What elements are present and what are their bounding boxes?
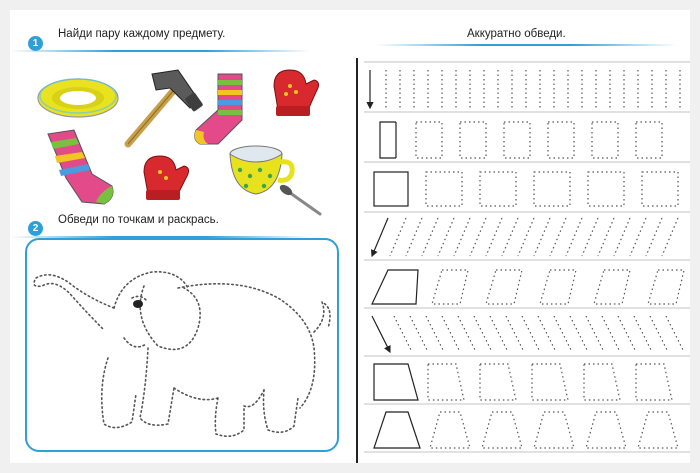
task-2-heading: Обведи по точкам и раскрась. [58, 214, 219, 226]
sock-icon [42, 128, 116, 208]
mitten-icon [138, 150, 194, 204]
worksheet-page [10, 10, 690, 463]
task-1-number-badge: 1 [28, 36, 43, 51]
mitten-icon [264, 62, 324, 120]
elephant-outline [28, 248, 334, 446]
plate-icon [36, 74, 124, 120]
right-title-rule [376, 44, 676, 46]
right-heading: Аккуратно обведи. [467, 28, 566, 40]
page-divider [356, 58, 358, 463]
task-2-number-badge: 2 [28, 221, 43, 236]
nail-icon [278, 180, 324, 220]
task-1-rule [10, 50, 310, 52]
task-1-heading: Найди пару каждому предмету. [58, 28, 226, 40]
tracing-rows [360, 58, 690, 463]
sock-icon [188, 70, 252, 150]
